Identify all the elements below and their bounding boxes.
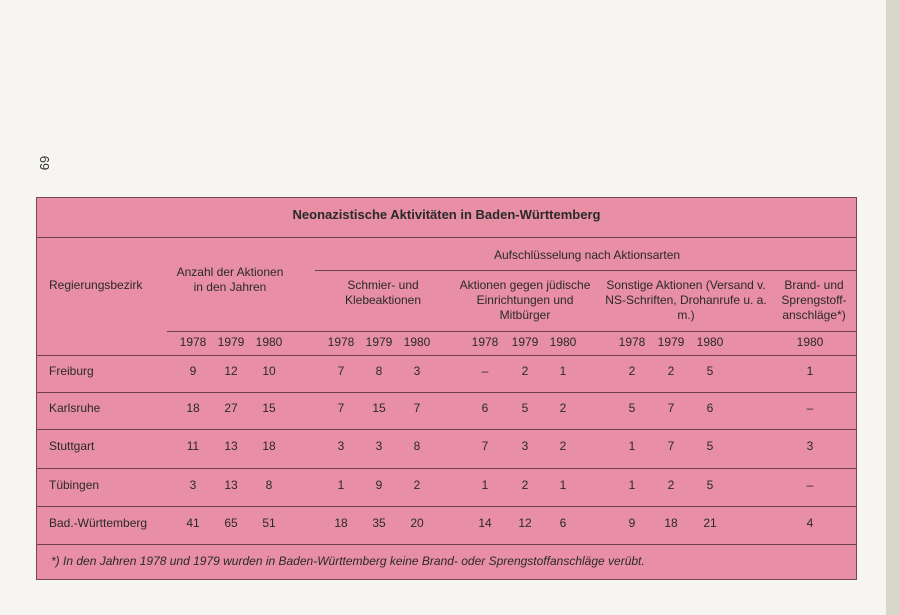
year-header: 1978: [327, 335, 355, 349]
year-header: 1980: [403, 335, 431, 349]
table-cell: 15: [262, 401, 276, 415]
year-header: 1980: [549, 335, 577, 349]
table-cell: 5: [521, 401, 529, 415]
table-cell: 7: [337, 401, 345, 415]
row-region-label: Karlsruhe: [49, 401, 101, 415]
table-cell: 2: [667, 364, 675, 378]
rule-row-2: [37, 429, 856, 430]
rule-row-5: [37, 544, 856, 545]
table-cell: 9: [189, 364, 197, 378]
table-cell: 6: [481, 401, 489, 415]
table-cell: 6: [559, 516, 567, 530]
table-cell: 2: [521, 364, 529, 378]
header-brand: Brand- und Sprengstoff-anschläge*): [781, 278, 847, 322]
row-region-label: Bad.-Württemberg: [49, 516, 148, 530]
table-cell: –: [806, 478, 814, 492]
table-title: Neonazistische Aktivitäten in Baden-Württemberg: [292, 207, 601, 222]
year-header: 1979: [217, 335, 245, 349]
table-cell: 3: [375, 439, 383, 453]
header-breakdown: Aufschlüsselung nach Aktionsarten: [493, 248, 681, 262]
table-cell: 65: [224, 516, 238, 530]
table-cell: 5: [706, 478, 714, 492]
year-header: 1980: [796, 335, 824, 349]
year-header: 1979: [511, 335, 539, 349]
header-count: Anzahl der Aktionen in den Jahren: [176, 265, 284, 294]
year-header: 1979: [365, 335, 393, 349]
table-cell: –: [481, 364, 489, 378]
year-header: 1978: [471, 335, 499, 349]
table-cell: 8: [375, 364, 383, 378]
table-cell: 13: [224, 478, 238, 492]
table-cell: 3: [189, 478, 197, 492]
year-header: 1979: [657, 335, 685, 349]
table-cell: 18: [186, 401, 200, 415]
table-cell: 27: [224, 401, 238, 415]
table-cell: 13: [224, 439, 238, 453]
header-region: Regierungsbezirk: [49, 278, 143, 292]
table-cell: 2: [667, 478, 675, 492]
table-cell: 14: [478, 516, 492, 530]
table-cell: 18: [334, 516, 348, 530]
rule-row-1: [37, 392, 856, 393]
year-header: 1980: [696, 335, 724, 349]
table-cell: 4: [806, 516, 814, 530]
table-cell: –: [806, 401, 814, 415]
table-cell: 18: [664, 516, 678, 530]
table-cell: 21: [703, 516, 717, 530]
table-cell: 1: [559, 478, 567, 492]
table-cell: 3: [413, 364, 421, 378]
table-cell: 6: [706, 401, 714, 415]
table-cell: 41: [186, 516, 200, 530]
row-region-label: Freiburg: [49, 364, 94, 378]
table-cell: 9: [375, 478, 383, 492]
table-cell: 11: [186, 439, 200, 453]
table-cell: 3: [337, 439, 345, 453]
table-cell: 35: [372, 516, 386, 530]
table-cell: 5: [706, 364, 714, 378]
table-cell: 5: [628, 401, 636, 415]
table-cell: 8: [413, 439, 421, 453]
table-cell: 1: [628, 439, 636, 453]
table-cell: 51: [262, 516, 276, 530]
table-footnote: *) In den Jahren 1978 und 1979 wurden in Baden-Württemberg keine Brand- oder Sprengstoffanschläge verübt.: [51, 554, 645, 568]
table-cell: 3: [806, 439, 814, 453]
rule-row-3: [37, 468, 856, 469]
year-header: 1978: [618, 335, 646, 349]
table-cell: 2: [559, 401, 567, 415]
page-number: 69: [37, 155, 52, 171]
table-cell: 18: [262, 439, 276, 453]
table-cell: 9: [628, 516, 636, 530]
table-cell: 12: [224, 364, 238, 378]
table-cell: 12: [518, 516, 532, 530]
table-cell: 8: [265, 478, 273, 492]
year-header: 1978: [179, 335, 207, 349]
rule-row-4: [37, 506, 856, 507]
header-sonstige: Sonstige Aktionen (Versand v. NS-Schriften, Drohanrufe u. a. m.): [605, 278, 767, 322]
table-cell: 5: [706, 439, 714, 453]
table-cell: 2: [521, 478, 529, 492]
table-cell: 1: [806, 364, 814, 378]
header-schmier: Schmier- und Klebeaktionen: [344, 278, 422, 307]
year-header: 1980: [255, 335, 283, 349]
table-cell: 7: [667, 439, 675, 453]
table-cell: 1: [481, 478, 489, 492]
table-cell: 10: [262, 364, 276, 378]
table-cell: 7: [413, 401, 421, 415]
rule-breakdown: [315, 270, 856, 271]
table-cell: 3: [521, 439, 529, 453]
table-cell: 2: [413, 478, 421, 492]
rule-title: [37, 237, 856, 238]
page-edge: [886, 0, 900, 615]
table-cell: 1: [337, 478, 345, 492]
table-cell: 1: [559, 364, 567, 378]
table-cell: 20: [410, 516, 424, 530]
table-cell: 2: [559, 439, 567, 453]
header-juedisch: Aktionen gegen jüdische Einrichtungen und Mitbürger: [459, 278, 591, 322]
table-cell: 1: [628, 478, 636, 492]
table-cell: 7: [667, 401, 675, 415]
rule-years: [167, 331, 856, 332]
table-cell: 2: [628, 364, 636, 378]
row-region-label: Stuttgart: [49, 439, 95, 453]
table-cell: 15: [372, 401, 386, 415]
rule-header-bottom: [37, 355, 856, 356]
table-cell: 7: [337, 364, 345, 378]
table-cell: 7: [481, 439, 489, 453]
statistics-table: [36, 197, 857, 580]
row-region-label: Tübingen: [49, 478, 100, 492]
